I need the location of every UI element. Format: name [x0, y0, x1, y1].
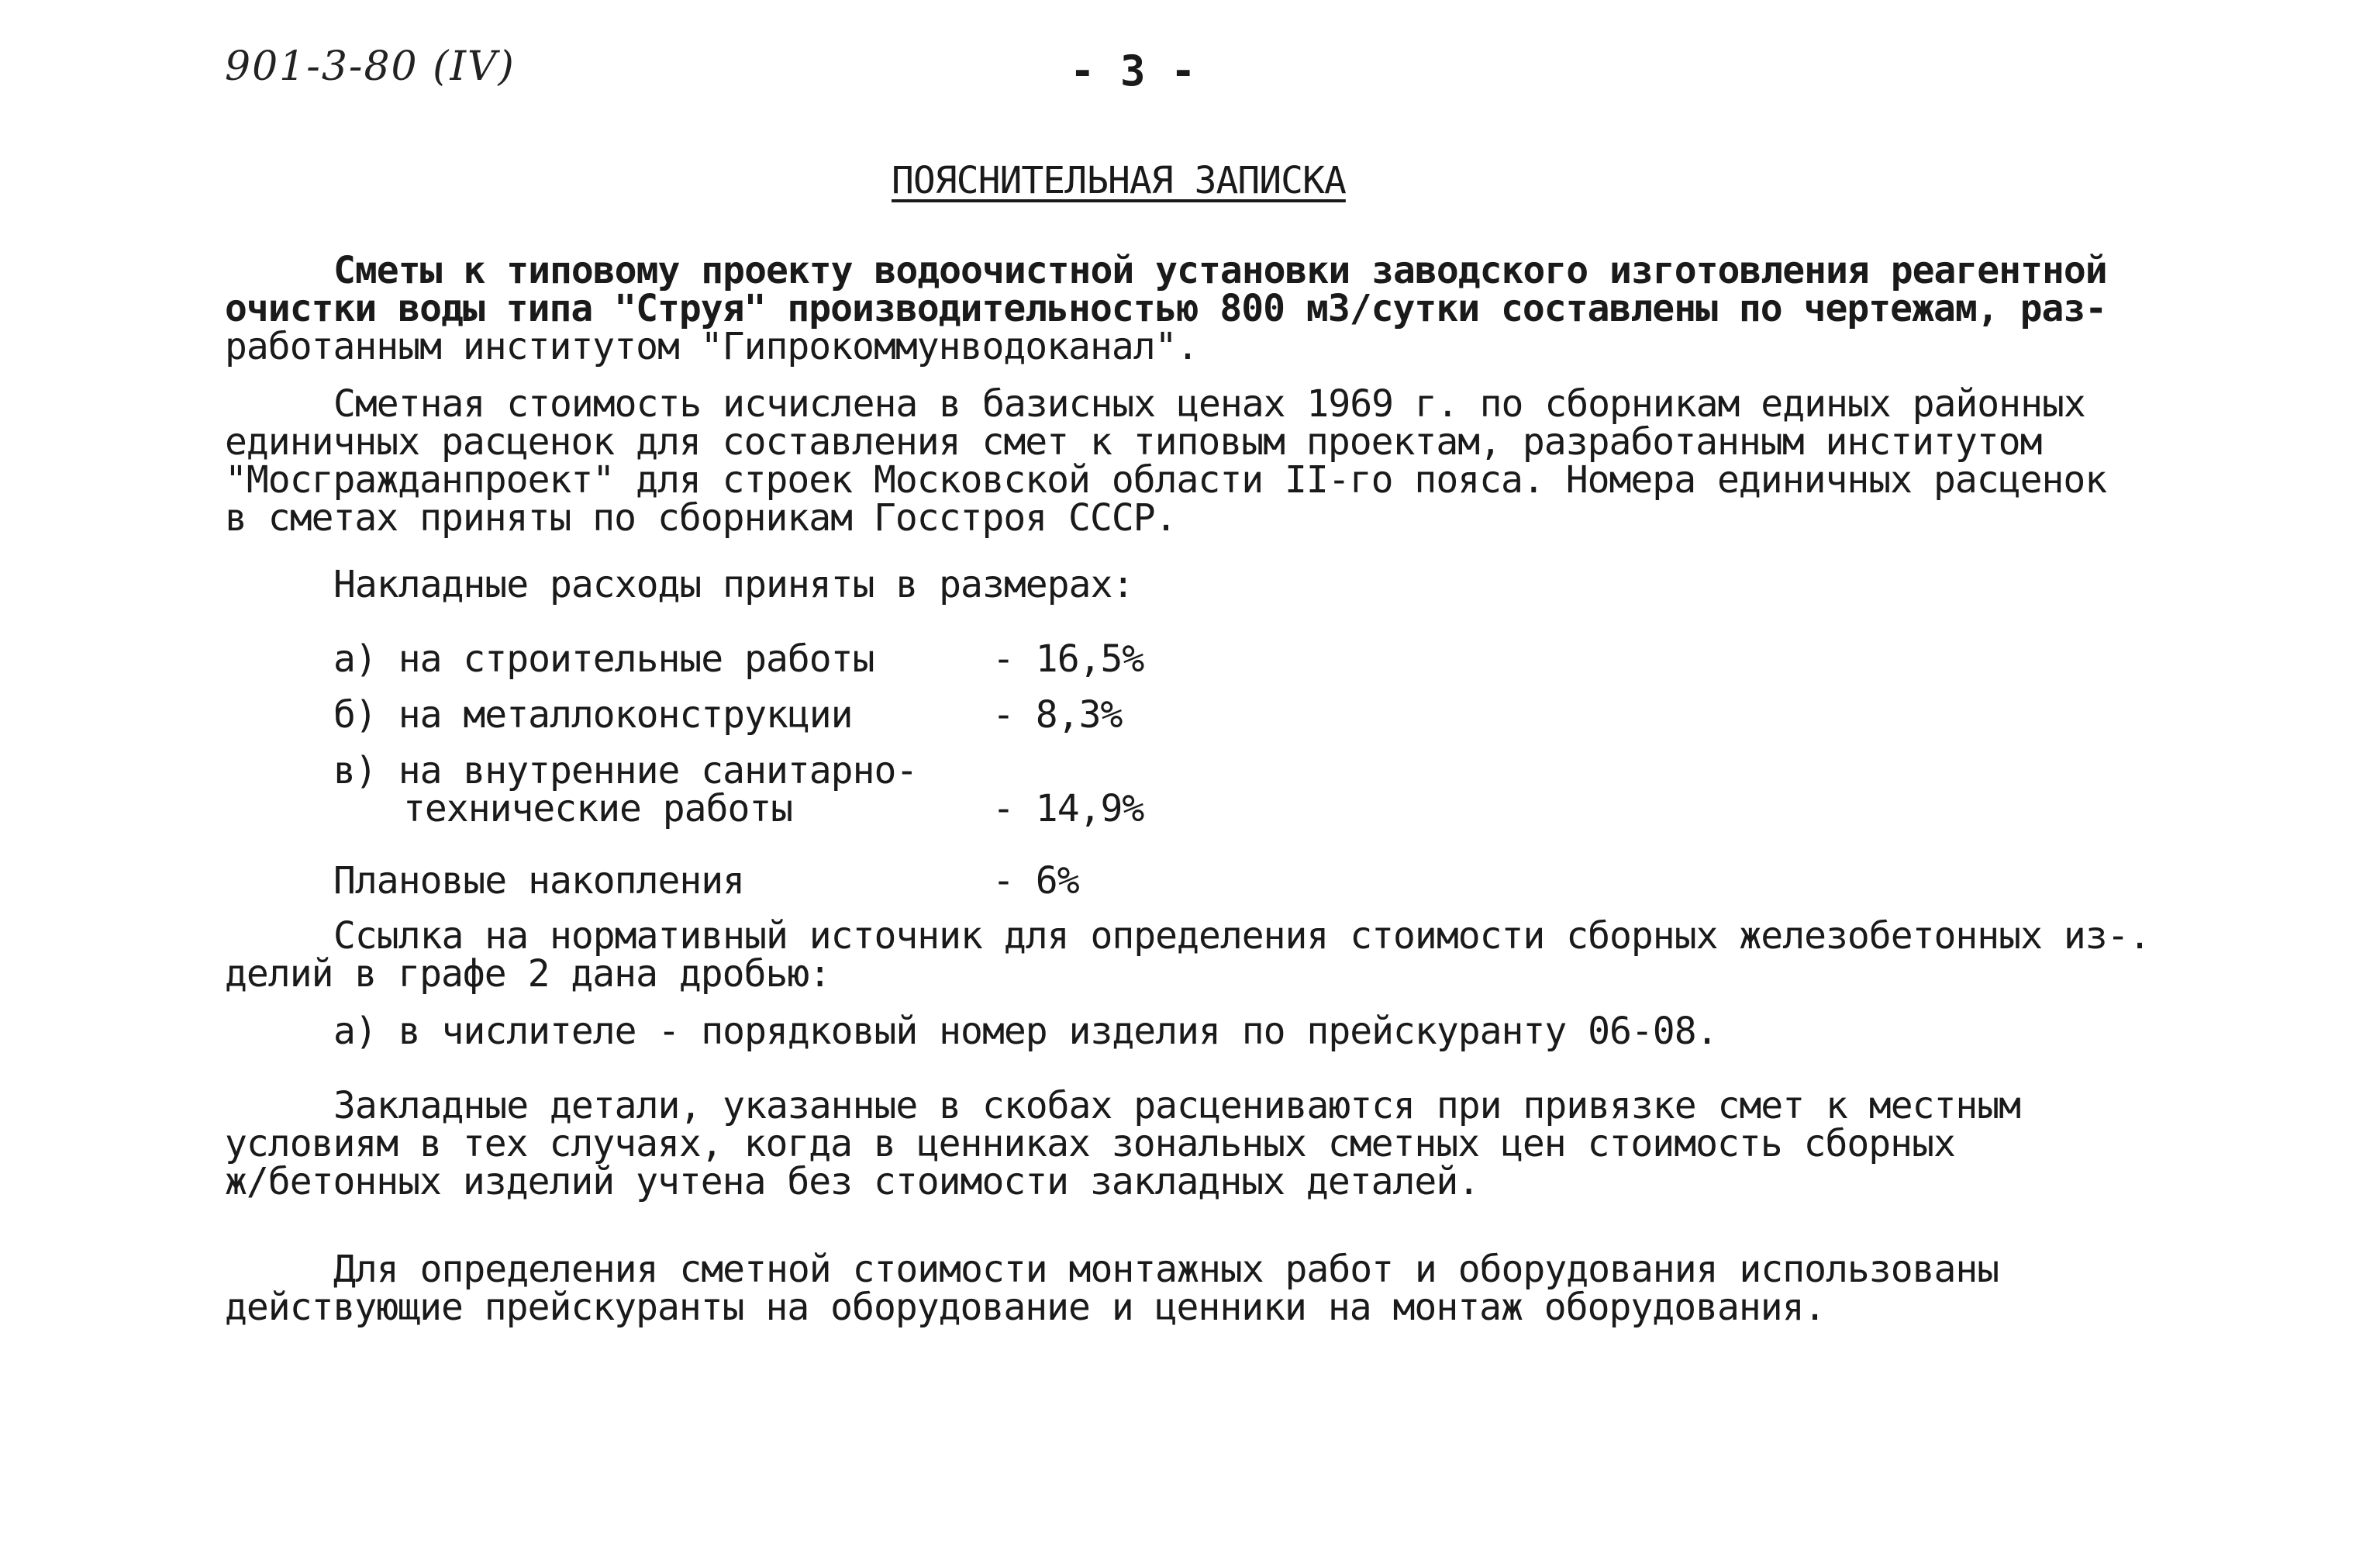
- para2-line1: Сметная стоимость исчислена в базисных ценах 1969 г. по сборникам единых районных: [333, 382, 2085, 426]
- para2-line3: "Мосгражданпроект" для строек Московской области II-го пояса. Номера единичных расценок: [225, 458, 2107, 502]
- reference-line1: Ссылка на нормативный источник для определения стоимости сборных железобетонных из-.: [333, 914, 2151, 958]
- overhead-item-b-label: б) на металлоконструкции: [333, 693, 853, 737]
- overhead-item-c-value: - 14,9%: [992, 787, 1144, 830]
- overhead-item-a-label: а) на строительные работы: [333, 637, 874, 681]
- installation-line2: действующие прейскуранты на оборудование и ценники на монтаж оборудования.: [225, 1286, 1826, 1329]
- reference-item-a: а) в числителе - порядковый номер изделия по прейскуранту 06-08.: [333, 1010, 1718, 1053]
- overhead-intro: Накладные расходы приняты в размерах:: [333, 563, 1134, 606]
- para2-line2: единичных расценок для составления смет к типовым проектам, разработанным институтом: [225, 420, 2042, 464]
- para1-line1: Сметы к типовому проекту водоочистной установки заводского изготовления реагентной: [333, 249, 2107, 292]
- reference-line2: делий в графе 2 дана дробью:: [225, 952, 831, 996]
- para1-line2: очистки воды типа "Струя" производительностью 800 м3/сутки составлены по чертежам, раз-: [225, 287, 2107, 330]
- overhead-item-c-label-line2: технические работы: [403, 787, 793, 830]
- para1-line3: работанным институтом "Гипрокоммунводоканал".: [225, 325, 1199, 368]
- overhead-item-b-value: - 8,3%: [992, 693, 1123, 737]
- para2-line4: в сметах приняты по сборникам Госстроя СССР.: [225, 496, 1177, 540]
- overhead-item-c-label-line1: в) на внутренние санитарно-: [333, 749, 918, 792]
- page-title: ПОЯСНИТЕЛЬНАЯ ЗАПИСКА: [892, 159, 1346, 202]
- page-number: - 3 -: [1070, 47, 1196, 95]
- embedded-line2: условиям в тех случаях, когда в ценниках зональных сметных цен стоимость сборных: [225, 1122, 1955, 1165]
- overhead-item-a-value: - 16,5%: [992, 637, 1144, 681]
- planned-accumulation-value: - 6%: [992, 859, 1079, 903]
- installation-line1: Для определения сметной стоимости монтажных работ и оборудования использованы: [333, 1248, 1999, 1291]
- planned-accumulation-label: Плановые накопления: [333, 859, 745, 903]
- embedded-line3: ж/бетонных изделий учтена без стоимости закладных деталей.: [225, 1160, 1480, 1203]
- document-code: 901-3-80 (IV): [225, 43, 516, 90]
- embedded-line1: Закладные детали, указанные в скобах расцениваются при привязке смет к местным: [333, 1084, 2021, 1127]
